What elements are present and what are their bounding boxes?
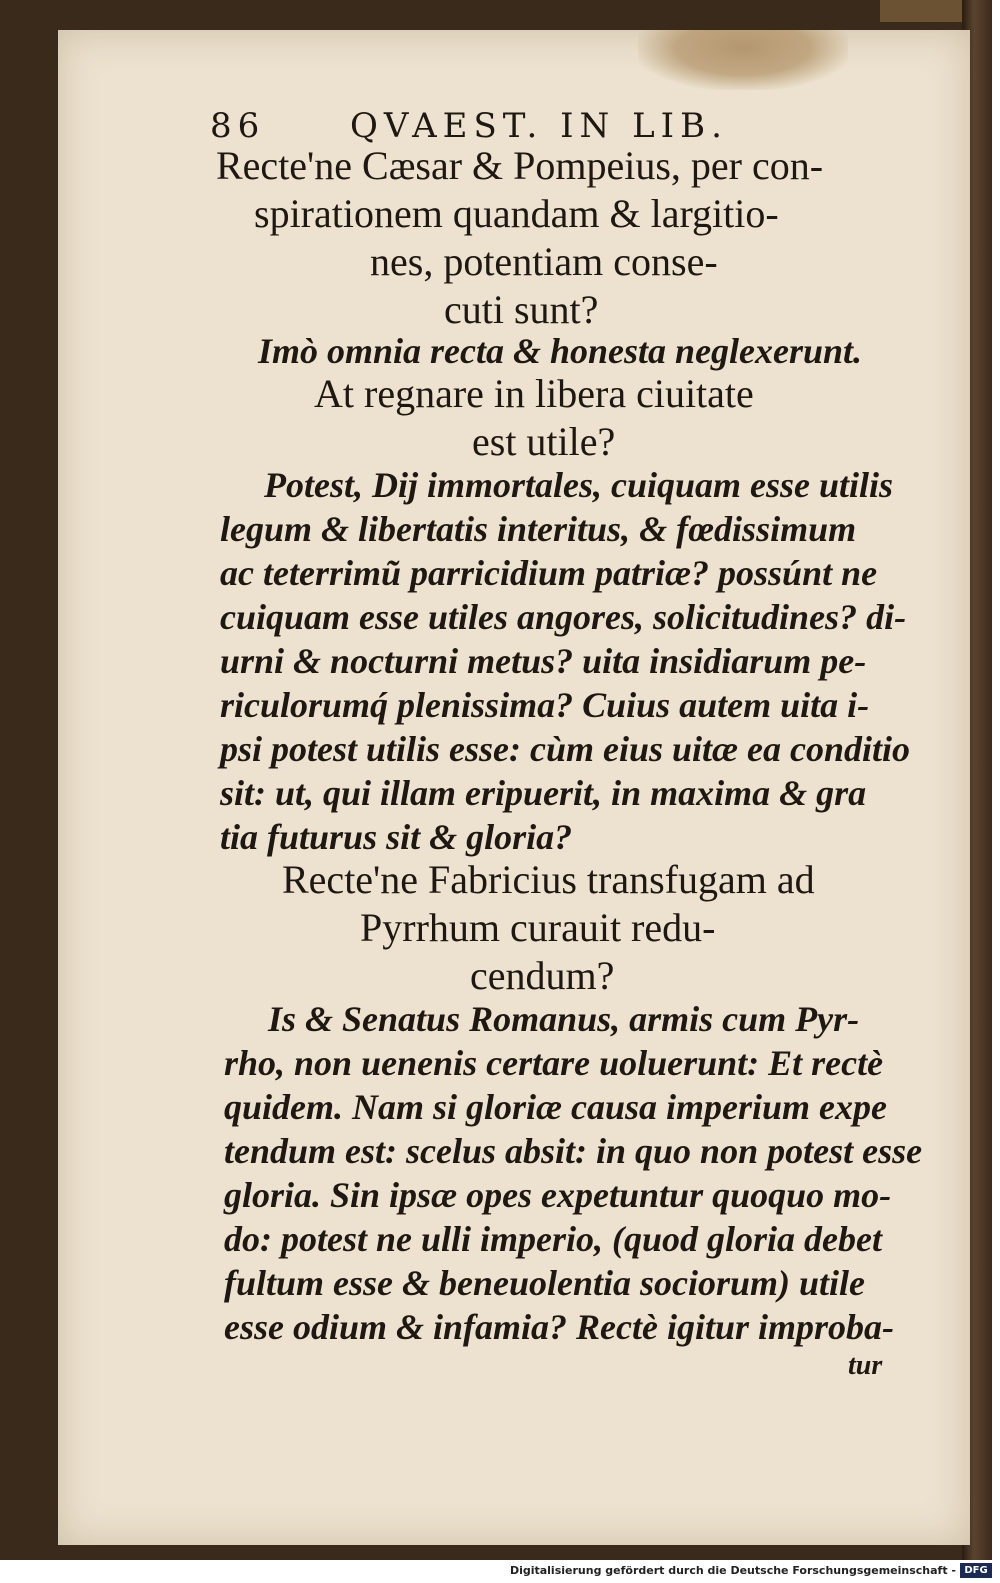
question-line: cendum?	[470, 953, 615, 998]
answer-line: Is & Senatus Romanus, armis cum Pyr-	[268, 999, 860, 1039]
answer-line: legum & libertatis interitus, & fœdissimum	[220, 509, 857, 549]
answer-line: urni & nocturni metus? uita insidiarum pe-	[220, 641, 867, 681]
answer-line: psi potest utilis esse: cùm eius uitæ ea conditio	[220, 729, 911, 769]
question-line: est utile?	[472, 419, 616, 464]
answer-line: quidem. Nam si gloriæ causa imperium expe	[224, 1087, 888, 1127]
question-line: Recte'ne Fabricius transfugam ad	[282, 857, 815, 902]
answer-line: do: potest ne ulli imperio, (quod gloria debet	[224, 1219, 882, 1259]
answer-line: Imò omnia recta & honesta neglexerunt.	[258, 331, 863, 371]
answer-line: tia futurus sit & gloria?	[220, 817, 573, 857]
answer-line: ac teterrimũ parricidium patriæ? possúnt ne	[220, 553, 878, 593]
answer-line: fultum esse & beneuolentia sociorum) utile	[224, 1263, 866, 1303]
question-line: At regnare in libera ciuitate	[314, 371, 754, 416]
answer-line: cuiquam esse utiles angores, solicitudines? di-	[220, 597, 907, 637]
answer-line: esse odium & infamia? Rectè igitur improba-	[224, 1307, 895, 1347]
running-title: QVAEST. IN LIB.	[350, 106, 728, 146]
dfg-logo-icon: DFG	[960, 1563, 992, 1578]
answer-line: gloria. Sin ipsæ opes expetuntur quoquo mo-	[224, 1175, 892, 1215]
answer-line: Potest, Dij immortales, cuiquam esse utilis	[264, 465, 894, 505]
answer-line: tendum est: scelus absit: in quo non potest esse	[224, 1131, 923, 1171]
page-text	[58, 30, 970, 1545]
answer-line: rho, non uenenis certare uoluerunt: Et rectè	[224, 1043, 884, 1083]
digitization-footer	[0, 1560, 1000, 1583]
answer-line: sit: ut, qui illam eripuerit, in maxima & gra	[220, 773, 867, 813]
question-line: cuti sunt?	[444, 287, 599, 332]
funding-credit: Digitalisierung gefördert durch die Deutsche Forschungsgemeinschaft -	[509, 1564, 956, 1577]
question-line: nes, potentiam conse-	[370, 239, 718, 284]
page-number: 86	[210, 106, 266, 146]
question-line: Recte'ne Cæsar & Pompeius, per con-	[216, 143, 824, 188]
catchword: tur	[848, 1350, 883, 1381]
question-line: Pyrrhum curauit redu-	[360, 905, 716, 950]
book-page	[58, 30, 970, 1545]
answer-line: riculorumq́ plenissima? Cuius autem uita i-	[220, 685, 870, 725]
question-line: spirationem quandam & largitio-	[254, 191, 779, 236]
